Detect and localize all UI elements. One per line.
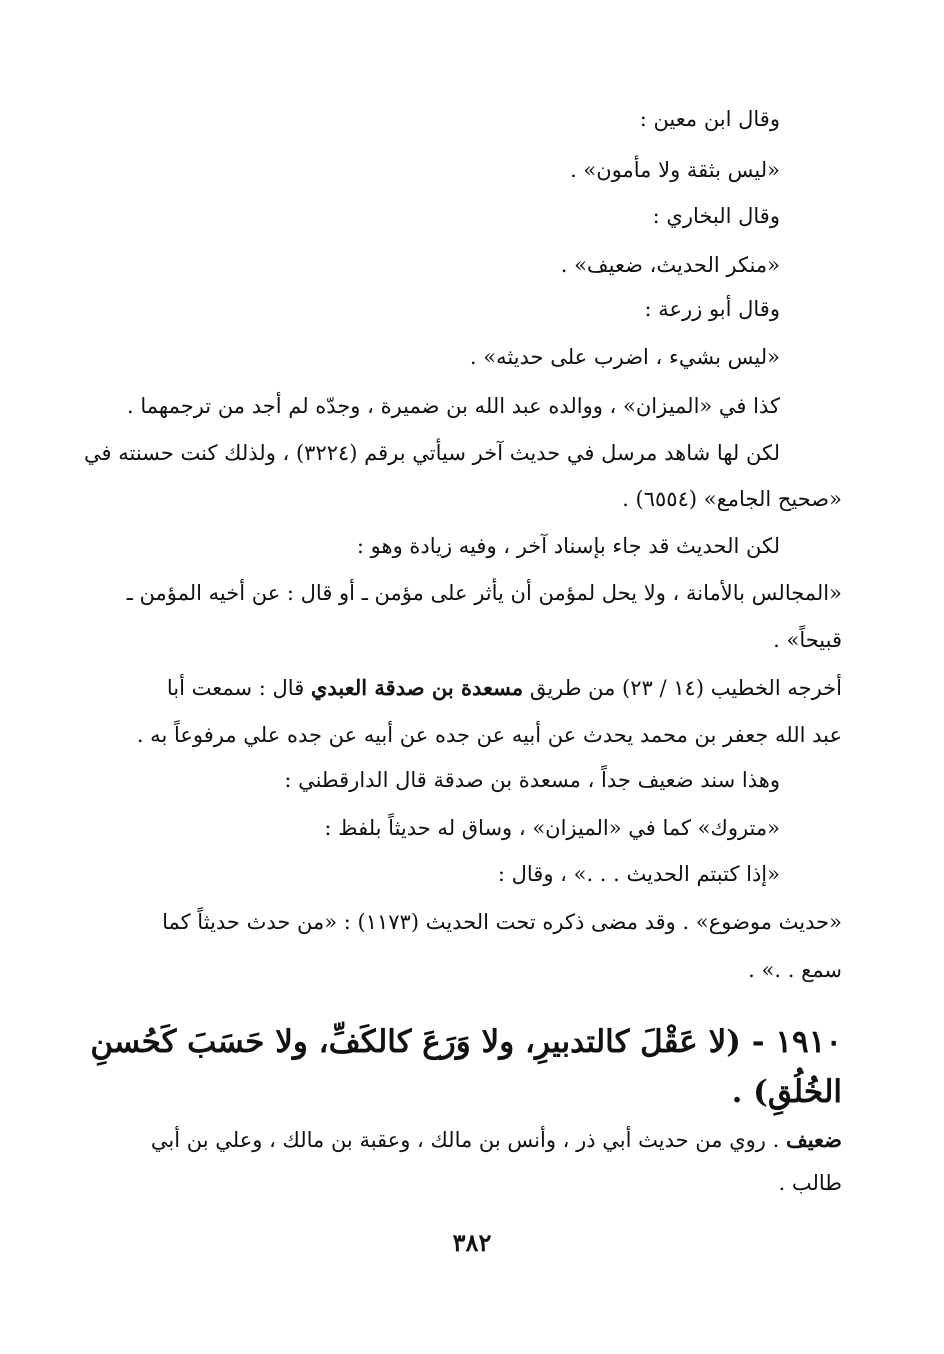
text-line: وقال أبو زرعة : <box>644 297 780 321</box>
text-line: لكن لها شاهد مرسل في حديث آخر سيأتي برقم (٣٢٢٤) ، ولذلك كنت حسنته في <box>84 441 780 465</box>
hadith-heading: ١٩١٠ - (لا عَقْلَ كالتدبيرِ، ولا وَرَعَ كالكَفِّ، ولا حَسَبَ كَحُسنِ <box>90 1024 842 1060</box>
text-line: «ليس بشيء ، اضرب على حديثه» . <box>469 345 780 369</box>
text-line: «ليس بثقة ولا مأمون» . <box>570 158 780 182</box>
text-line: «متروك» كما في «الميزان» ، وساق له حديثاً بلفظ : <box>324 816 780 840</box>
text-line: «إذا كتبتم الحديث . . .» ، وقال : <box>497 862 780 886</box>
page-number: ٣٨٢ <box>452 1228 492 1257</box>
text-line: «منكر الحديث، ضعيف» . <box>560 253 780 277</box>
text-line <box>167 673 842 703</box>
grading-text: . روي من حديث أبي ذر ، وأنس بن مالك ، وعقبة بن مالك ، وعلي بن أبي <box>150 1128 786 1152</box>
text-line: سمع . .» . <box>748 958 842 982</box>
text-line: «صحيح الجامع» (٦٥٥٤) . <box>622 487 842 511</box>
text-line: كذا في «الميزان» ، ووالده عبد الله بن ضميرة ، وجدّه لم أجد من ترجمهما . <box>127 394 780 418</box>
text-line: وقال ابن معين : <box>639 107 780 131</box>
text-segment: قال : سمعت أبا <box>166 676 311 700</box>
grading-line: طالب . <box>778 1171 842 1195</box>
narrator-name: مسعدة بن صدقة العبدي <box>310 675 524 700</box>
grading-line <box>151 1125 842 1155</box>
grading-label: ضعيف <box>785 1127 842 1152</box>
text-line: عبد الله جعفر بن محمد يحدث عن أبيه عن جده عن أبيه عن جده علي مرفوعاً به . <box>136 723 842 747</box>
text-line: قبيحاً» . <box>773 628 842 652</box>
hadith-heading-cont: الخُلُقِ) . <box>731 1074 842 1110</box>
text-segment: أخرجه الخطيب (١٤ / ٢٣) من طريق <box>523 676 842 700</box>
text-line: لكن الحديث قد جاء بإسناد آخر ، وفيه زيادة وهو : <box>356 534 780 558</box>
text-line: «المجالس بالأمانة ، ولا يحل لمؤمن أن يأثر على مؤمن ـ أو قال : عن أخيه المؤمن ـ <box>126 581 842 605</box>
text-line: وهذا سند ضعيف جداً ، مسعدة بن صدقة قال الدارقطني : <box>284 768 780 792</box>
text-line: وقال البخاري : <box>652 204 780 228</box>
text-line: «حديث موضوع» . وقد مضى ذكره تحت الحديث (١١٧٣) : «من حدث حديثاً كما <box>162 910 842 934</box>
